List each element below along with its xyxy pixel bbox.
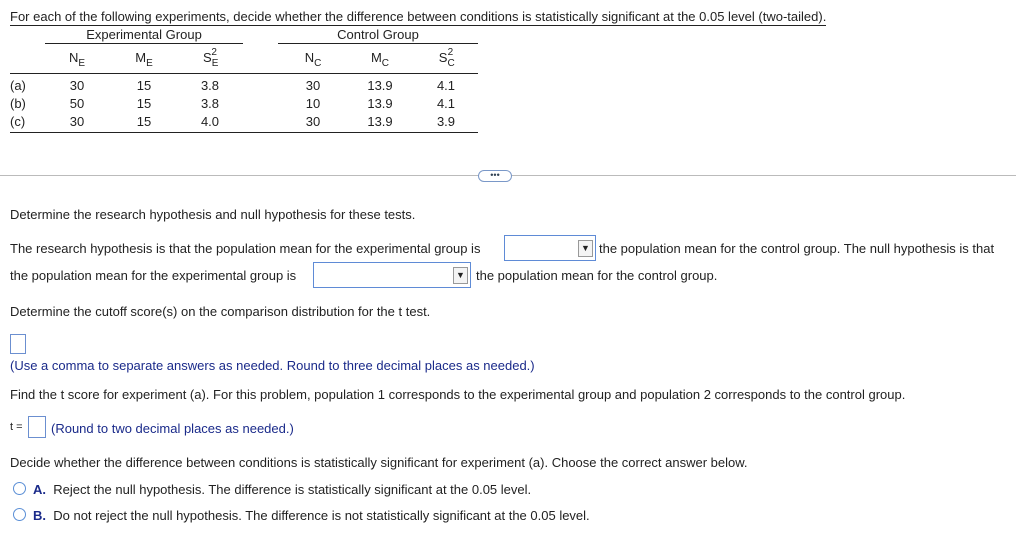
t-score-input[interactable]	[28, 416, 46, 438]
problem-title: For each of the following experiments, decide whether the difference between conditions is statistically significant at the 0.05 level (two-tailed).	[10, 9, 827, 24]
rule	[278, 43, 478, 44]
option-letter: A.	[33, 482, 46, 497]
table-cell: 30	[69, 114, 85, 129]
t-label: t =	[10, 421, 23, 433]
header-main: S	[438, 50, 448, 65]
question-cutoff: Determine the cutoff score(s) on the comparison distribution for the t test.	[10, 304, 431, 319]
chevron-down-icon: ▼	[453, 267, 468, 284]
table-cell: 30	[305, 114, 321, 129]
table-cell: 3.9	[436, 114, 456, 129]
cutoff-hint: (Use a comma to separate answers as needed. Round to three decimal places as needed.)	[10, 358, 535, 373]
expand-more-button[interactable]: •••	[478, 170, 512, 182]
table-cell: 15	[136, 114, 152, 129]
header-main: M	[135, 50, 147, 65]
column-header	[180, 47, 240, 69]
table-cell: 10	[305, 96, 321, 111]
rule	[45, 43, 243, 44]
table-cell: 30	[305, 78, 321, 93]
hypothesis-text: The research hypothesis is that the population mean for the experimental group is	[10, 241, 481, 256]
column-header	[416, 47, 476, 69]
option-a-radio[interactable]	[13, 482, 26, 495]
header-main: M	[370, 50, 382, 65]
hypothesis-text: the population mean for the experimental group is	[10, 268, 297, 283]
header-subscript: E	[78, 58, 86, 69]
table-cell: 50	[69, 96, 85, 111]
header-main: N	[68, 50, 79, 65]
row-label: (a)	[10, 78, 26, 93]
header-subscript: E	[146, 58, 153, 69]
question-significance: Decide whether the difference between conditions is statistically significant for experiment (a). Choose the correct answer below.	[10, 455, 748, 470]
rule	[10, 132, 478, 133]
table-cell: 3.8	[200, 96, 220, 111]
table-cell: 15	[136, 96, 152, 111]
option-a[interactable]	[33, 482, 531, 497]
option-b-radio[interactable]	[13, 508, 26, 521]
table-cell: 13.9	[367, 78, 393, 93]
header-superscript: 2	[211, 47, 217, 58]
question-t-score: Find the t score for experiment (a). For this problem, population 1 corresponds to the experimental group and population 2 corresponds to the control group.	[10, 387, 906, 402]
t-score-hint: (Round to two decimal places as needed.)	[51, 421, 294, 436]
table-cell: 13.9	[367, 96, 393, 111]
rule	[10, 73, 478, 74]
cutoff-input[interactable]	[10, 334, 26, 354]
hypothesis-text: the population mean for the control group. The null hypothesis is that	[599, 241, 995, 256]
column-header	[283, 50, 343, 69]
header-subscript: C	[447, 58, 455, 69]
column-header	[350, 50, 410, 69]
chevron-down-icon: ▼	[578, 240, 593, 257]
control-group-header: Control Group	[337, 27, 419, 42]
null-hypothesis-dropdown[interactable]	[313, 262, 471, 288]
table-cell: 4.1	[436, 96, 456, 111]
table-cell: 4.0	[200, 114, 220, 129]
option-letter: B.	[33, 508, 46, 523]
table-cell: 3.8	[200, 78, 220, 93]
header-subscript: C	[314, 58, 322, 69]
table-cell: 30	[69, 78, 85, 93]
column-header	[47, 50, 107, 69]
table-cell: 13.9	[367, 114, 393, 129]
column-header	[114, 50, 174, 69]
header-superscript: 2	[447, 47, 454, 58]
header-main: N	[304, 50, 315, 65]
hypothesis-text: the population mean for the control group.	[476, 268, 718, 283]
experimental-group-header: Experimental Group	[86, 27, 202, 42]
header-main: S	[203, 50, 212, 65]
header-subscript: E	[211, 58, 219, 69]
header-subscript: C	[381, 58, 390, 69]
question-hypotheses: Determine the research hypothesis and null hypothesis for these tests.	[10, 207, 416, 222]
row-label: (b)	[10, 96, 26, 111]
option-b[interactable]	[33, 508, 590, 523]
table-cell: 4.1	[436, 78, 456, 93]
option-text: Do not reject the null hypothesis. The difference is not statistically significant at the 0.05 level.	[53, 508, 590, 523]
table-cell: 15	[136, 78, 152, 93]
row-label: (c)	[10, 114, 26, 129]
option-text: Reject the null hypothesis. The difference is statistically significant at the 0.05 level.	[53, 482, 532, 497]
research-hypothesis-dropdown[interactable]	[504, 235, 596, 261]
